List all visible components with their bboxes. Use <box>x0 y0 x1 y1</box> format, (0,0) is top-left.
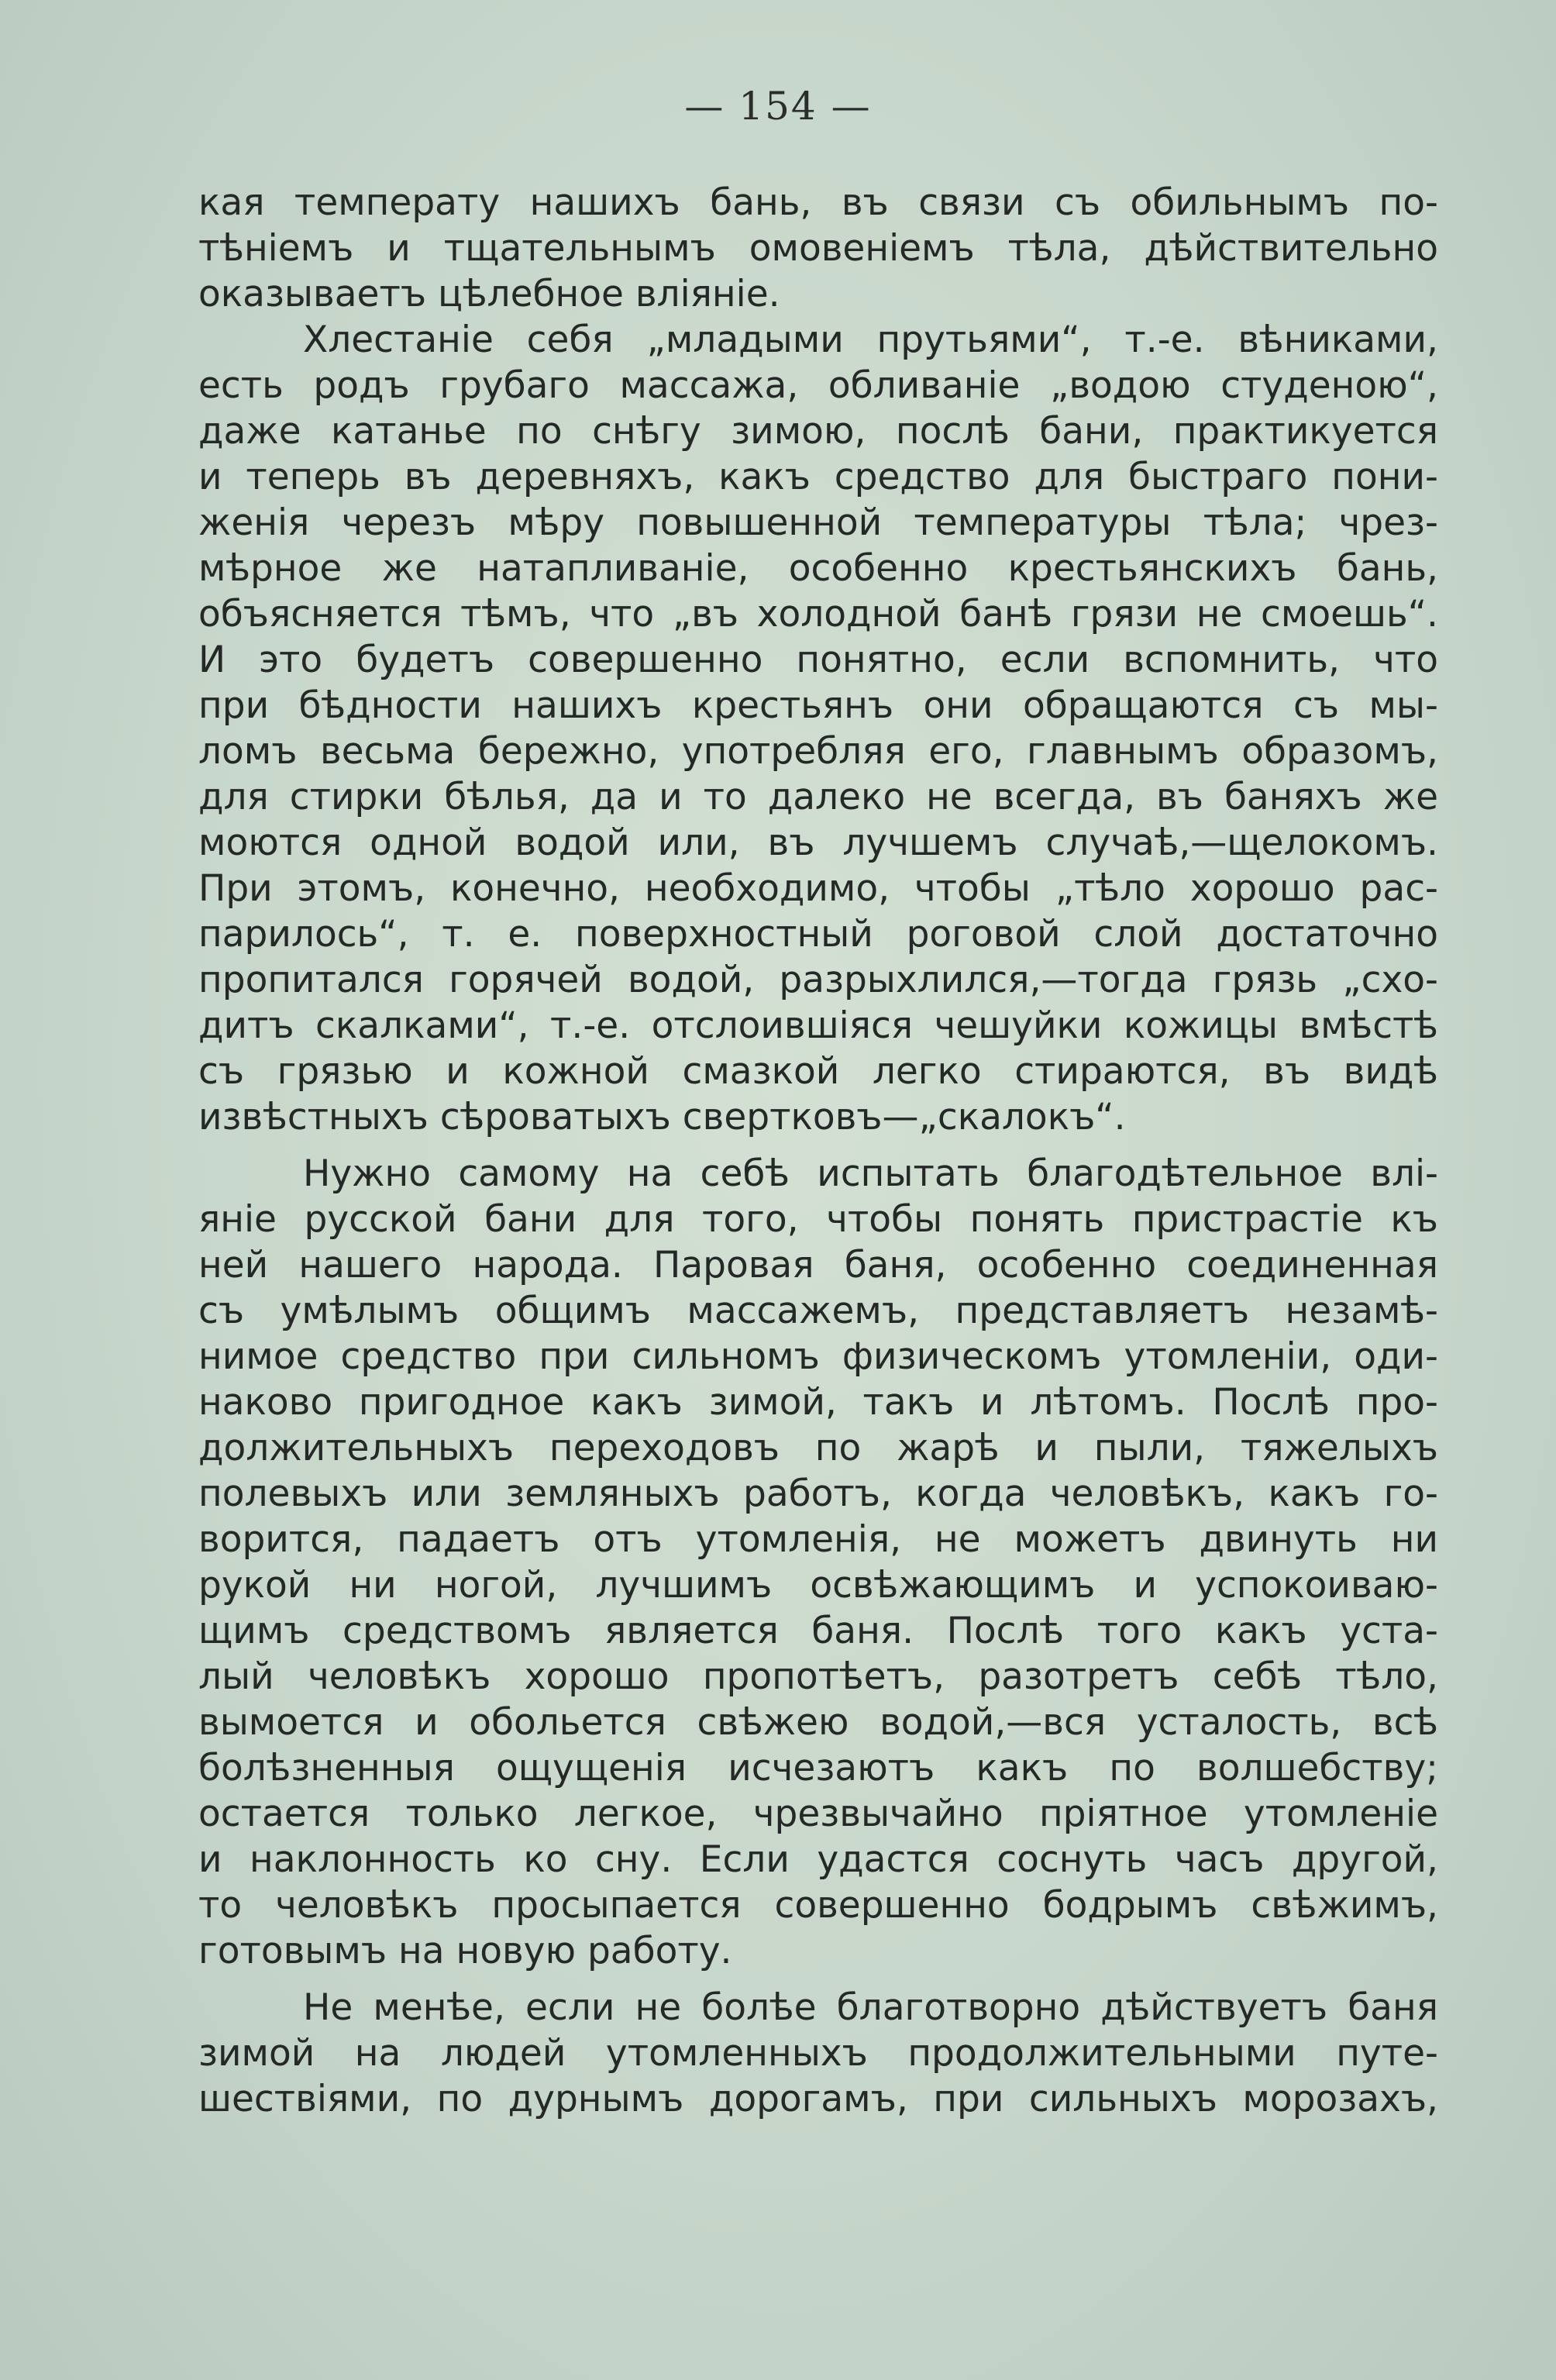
text-line: для стирки бѣлья, да и то далеко не всегда, въ баняхъ же <box>198 776 1438 818</box>
text-line: съ грязью и кожной смазкой легко стираются, въ видѣ <box>198 1050 1438 1093</box>
paragraph-2 <box>198 317 1438 1140</box>
text-line: зимой на людей утомленныхъ продолжительными путе- <box>198 2032 1438 2075</box>
text-line: нимое средство при сильномъ физическомъ утомленiи, оди- <box>198 1335 1438 1378</box>
text-line: парилось“, т. е. поверхностный роговой слой достаточно <box>198 913 1438 956</box>
text-line: и теперь въ деревняхъ, какъ средство для быстраго пони- <box>198 456 1438 498</box>
text-line: При этомъ, конечно, необходимо, чтобы „тѣло хорошо рас- <box>198 867 1438 910</box>
text-line: рукой ни ногой, лучшимъ освѣжающимъ и успокоиваю- <box>198 1564 1438 1607</box>
text-line: оказываетъ цѣлебное влiянiе. <box>198 273 780 315</box>
text-line: ней нашего народа. Паровая баня, особенно соединенная <box>198 1244 1438 1286</box>
text-line: дитъ скалками“, т.-е. отслоившiяся чешуйки кожицы вмѣстѣ <box>198 1004 1438 1047</box>
text-line: полевыхъ или земляныхъ работъ, когда человѣкъ, какъ го- <box>198 1472 1438 1515</box>
text-line: наково пригодное какъ зимой, такъ и лѣтомъ. Послѣ про- <box>198 1381 1438 1424</box>
text-line: тѣнiемъ и тщательнымъ омовенiемъ тѣла, дѣйствительно <box>198 227 1438 270</box>
text-line: кая температу нашихъ бань, въ связи съ обильнымъ по- <box>198 181 1438 224</box>
text-line: объясняется тѣмъ, что „въ холодной банѣ грязи не смоешь“. <box>198 593 1438 635</box>
text-line: то человѣкъ просыпается совершенно бодрымъ свѣжимъ, <box>198 1884 1438 1927</box>
text-line: женiя черезъ мѣру повышенной температуры тѣла; чрез- <box>198 501 1438 544</box>
text-line: пропитался горячей водой, разрыхлился,—тогда грязь „схо- <box>198 959 1438 1001</box>
text-line: ворится, падаетъ отъ утомленiя, не можетъ двинуть ни <box>198 1518 1438 1561</box>
text-line: болѣзненныя ощущенiя исчезаютъ какъ по волшебству; <box>198 1747 1438 1789</box>
text-line: моются одной водой или, въ лучшемъ случаѣ,—щелокомъ. <box>198 821 1438 864</box>
text-line: извѣстныхъ сѣроватыхъ свертковъ—„скалокъ“. <box>198 1096 1126 1138</box>
text-line: ломъ весьма бережно, употребляя его, главнымъ образомъ, <box>198 730 1438 773</box>
text-line: остается только легкое, чрезвычайно прiятное утомленiе <box>198 1793 1438 1835</box>
text-line: щимъ средствомъ является баня. Послѣ того какъ уста- <box>198 1610 1438 1652</box>
text-line: шествiями, по дурнымъ дорогамъ, при сильныхъ морозахъ, <box>198 2078 1438 2120</box>
text-line: готовымъ на новую работу. <box>198 1930 732 1972</box>
text-line: мѣрное же натапливанiе, особенно крестьянскихъ бань, <box>198 547 1438 590</box>
text-line: при бѣдности нашихъ крестьянъ они обращаются съ мы- <box>198 684 1438 727</box>
paragraph-1 <box>198 180 1438 317</box>
body-text <box>198 180 1438 2122</box>
text-line: даже катанье по снѣгу зимою, послѣ бани, практикуется <box>198 410 1438 453</box>
text-line: съ умѣлымъ общимъ массажемъ, представляетъ незамѣ- <box>198 1290 1438 1332</box>
paragraph-3 <box>198 1151 1438 1974</box>
paragraph-4 <box>198 1985 1438 2122</box>
text-line: лый человѣкъ хорошо пропотѣетъ, разотретъ себѣ тѣло, <box>198 1655 1438 1698</box>
text-line: должительныхъ переходовъ по жарѣ и пыли, тяжелыхъ <box>198 1427 1438 1469</box>
text-line: Не менѣе, если не болѣе благотворно дѣйствуетъ баня <box>303 1986 1438 2029</box>
page-number: — 154 — <box>684 84 872 129</box>
text-line: есть родъ грубаго массажа, обливанiе „водою студеною“, <box>198 364 1438 407</box>
text-line: Хлестанiе себя „младыми прутьями“, т.-е. вѣниками, <box>303 319 1438 361</box>
text-line: янiе русской бани для того, чтобы понять пристрастiе къ <box>198 1198 1438 1241</box>
text-line: Нужно самому на себѣ испытать благодѣтельное влi- <box>303 1152 1438 1195</box>
text-line: и наклонность ко сну. Если удастся соснуть часъ другой, <box>198 1838 1438 1881</box>
text-line: И это будетъ совершенно понятно, если вспомнить, что <box>198 639 1438 681</box>
text-line: вымоется и обольется свѣжею водой,—вся усталость, всѣ <box>198 1701 1438 1744</box>
